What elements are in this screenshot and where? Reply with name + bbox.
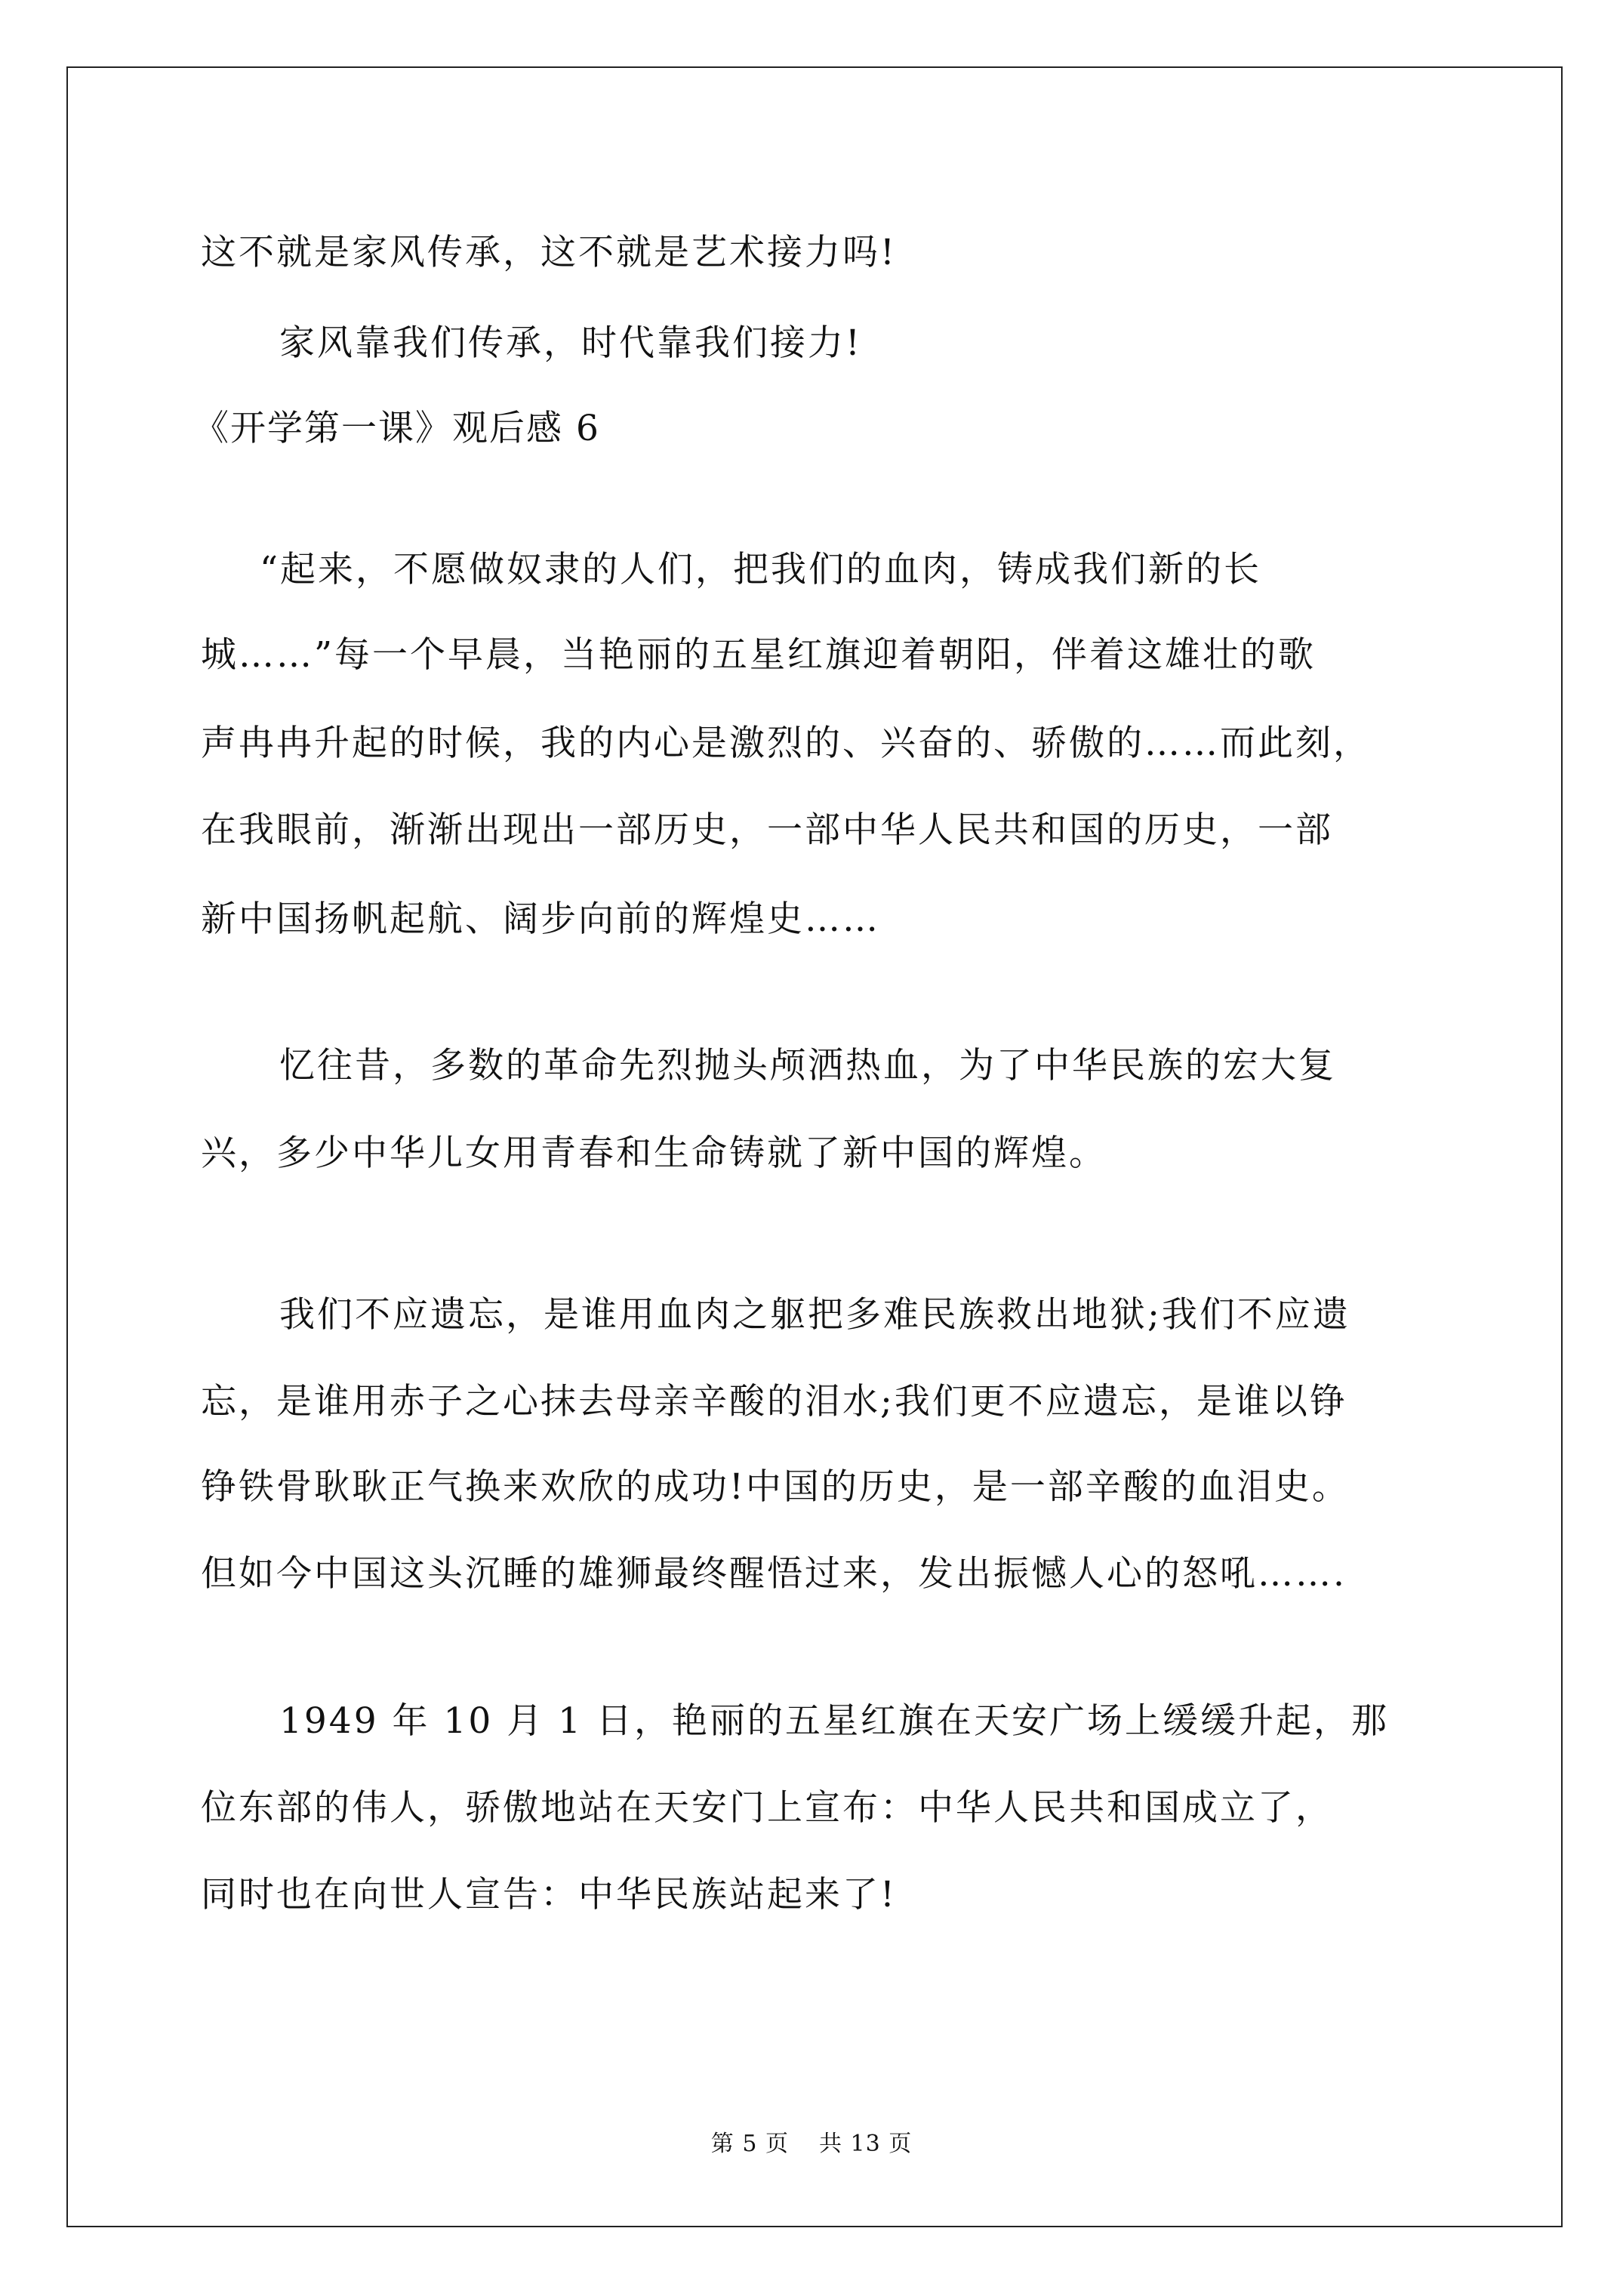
body-line: 同时也在向世人宣告：中华民族站起来了!: [201, 1874, 897, 1915]
section-heading: 《开学第一课》观后感 6: [193, 408, 600, 449]
body-line: 在我眼前，渐渐出现出一部历史，一部中华人民共和国的历史，一部: [201, 809, 1333, 851]
body-line: 1949 年 10 月 1 日，艳丽的五星红旗在天安广场上缓缓升起，那: [279, 1700, 1390, 1742]
body-line: 位东部的伟人，骄傲地站在天安门上宣布：中华人民共和国成立了，: [201, 1787, 1333, 1829]
body-line: 新中国扬帆起航、阔步向前的辉煌史……: [201, 898, 880, 940]
body-line: 声冉冉升起的时候，我的内心是激烈的、兴奋的、骄傲的……而此刻，: [201, 723, 1371, 764]
body-line: 兴，多少中华儿女用青春和生命铸就了新中国的辉煌。: [201, 1133, 1107, 1174]
body-line: 家风靠我们传承，时代靠我们接力!: [279, 322, 862, 364]
body-line: 城……”每一个早晨，当艳丽的五星红旗迎着朝阳，伴着这雄壮的歌: [201, 634, 1317, 676]
body-line: 铮铁骨耿耿正气换来欢欣的成功!中国的历史，是一部辛酸的血泪史。: [201, 1466, 1350, 1508]
body-line: 忆往昔，多数的革命先烈抛头颅洒热血，为了中华民族的宏大复: [279, 1045, 1336, 1086]
body-line: 忘，是谁用赤子之心抹去母亲辛酸的泪水;我们更不应遗忘，是谁以铮: [201, 1381, 1347, 1422]
page-footer: [0, 2129, 1623, 2159]
page-number: 第 5 页: [710, 2131, 789, 2157]
body-line: 我们不应遗忘，是谁用血肉之躯把多难民族救出地狱;我们不应遗: [279, 1294, 1350, 1336]
body-line: 但如今中国这头沉睡的雄狮最终醒悟过来，发出振憾人心的怒吼…….: [201, 1553, 1347, 1595]
page-total: 共 13 页: [818, 2131, 913, 2157]
body-line: 这不就是家风传承，这不就是艺术接力吗!: [201, 232, 897, 273]
body-line: “起来，不愿做奴隶的人们，把我们的血肉，铸成我们新的长: [260, 549, 1262, 590]
